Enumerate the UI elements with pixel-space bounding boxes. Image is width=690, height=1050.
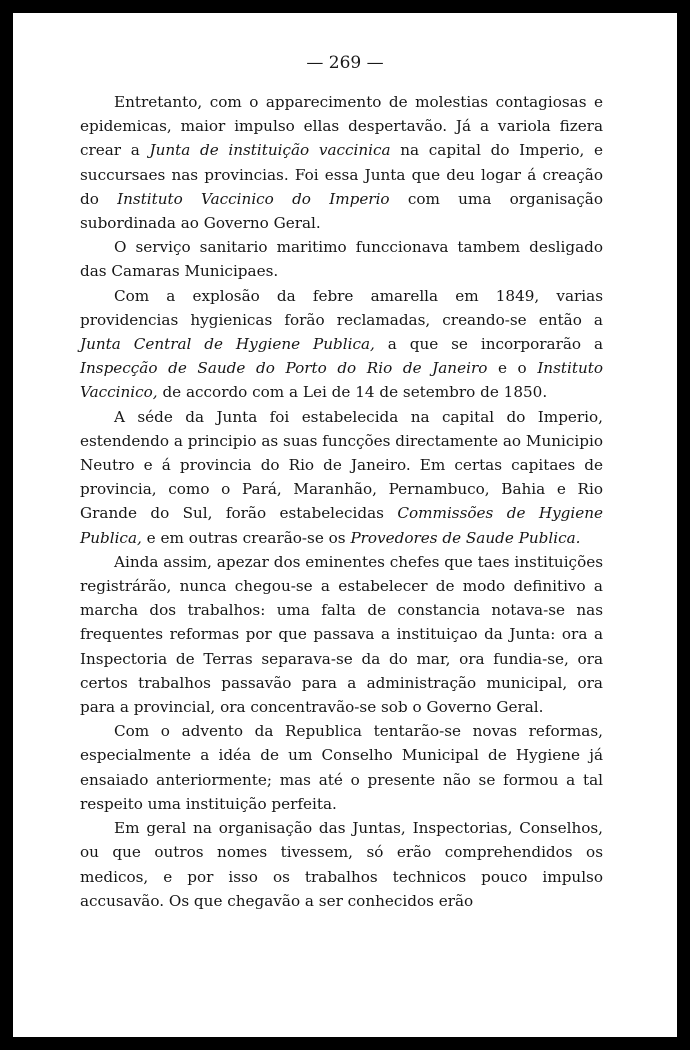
document-page xyxy=(13,13,677,1037)
paragraph xyxy=(80,550,603,719)
page-number: — 269 — xyxy=(306,53,384,73)
paragraph xyxy=(80,235,603,283)
text-run: e em outras crearão-se os xyxy=(141,528,351,547)
paragraph xyxy=(80,816,603,913)
italic-text: Junta Central de Hygiene Publica, xyxy=(80,335,375,354)
text-run: de accordo com a Lei de 14 de setembro de 1850. xyxy=(157,383,548,402)
italic-text: Instituto Vaccinico, xyxy=(80,359,603,402)
paragraph xyxy=(80,719,603,816)
text-run: a que se incorporarão a xyxy=(374,335,603,354)
italic-text: Junta de instituição vaccinica xyxy=(149,141,391,160)
paragraph xyxy=(80,90,603,235)
text-run: com uma organisação subordinada ao Governo Geral. xyxy=(80,189,603,233)
text-run: Entretanto, com o apparecimento de molestias contagiosas e epidemicas, maior impulso ellas despertavão. Já a variola fizera crear a xyxy=(80,93,603,160)
paragraph xyxy=(80,405,603,550)
text-run: Com a explosão da febre amarella em 1849, varias providencias hygienicas forão reclamadas, creando-se então a xyxy=(80,286,603,329)
text-run: Em geral na organisação das Juntas, Inspectorias, Conselhos, ou que outros nomes tivessem, só erão comprehendidos os medicos, e por isso os trabalhos technicos pouco impulso accusavão. Os que chegavão a ser conhecidos erão xyxy=(80,819,603,910)
text-run: e o xyxy=(487,359,538,378)
italic-text: Instituto Vaccinico do Imperio xyxy=(117,189,390,208)
italic-text: Commissões de Hygiene Publica, xyxy=(80,504,604,547)
paragraph xyxy=(80,284,603,405)
text-run: Com o advento da Republica tentarão-se novas reformas, especialmente a idéa de um Conselho Municipal de Hygiene já ensaiado anteriormente; mas até o presente não se formou a tal respeito uma instituição perfeita. xyxy=(80,722,603,813)
text-run: Ainda assim, apezar dos eminentes chefes que taes instituições registrárão, nunca chegou-se a estabelecer de modo definitivo a marcha dos trabalhos: uma falta de constancia notava-se nas frequentes reformas por que passava a instituiçao da Junta: ora a Inspectoria de Terras separava-se da do mar, ora fundia-se, ora certos trabalhos passavão para a administração municipal, ora para a provincial, ora concentravão-se sob o Governo Geral. xyxy=(80,552,603,717)
text-run: O serviço sanitario maritimo funccionava tambem desligado das Camaras Municipaes. xyxy=(80,238,603,281)
body-text xyxy=(80,90,603,913)
text-run: na capital do Imperio, e succursaes nas provincias. Foi essa Junta que deu logar á creação do xyxy=(80,141,604,208)
italic-text: Inspecção de Saude do Porto do Rio de Janeiro xyxy=(80,359,488,378)
text-run: A séde da Junta foi estabelecida na capital do Imperio, estendendo a principio as suas funcções directamente ao Municipio Neutro e á provincia do Rio de Janeiro. Em certas capitaes de provincia, como o Pará, Maranhão, Pernambuco, Bahia e Rio Grande do Sul, forão estabelecidas xyxy=(80,407,603,523)
italic-text: Provedores de Saude Publica. xyxy=(350,528,581,547)
